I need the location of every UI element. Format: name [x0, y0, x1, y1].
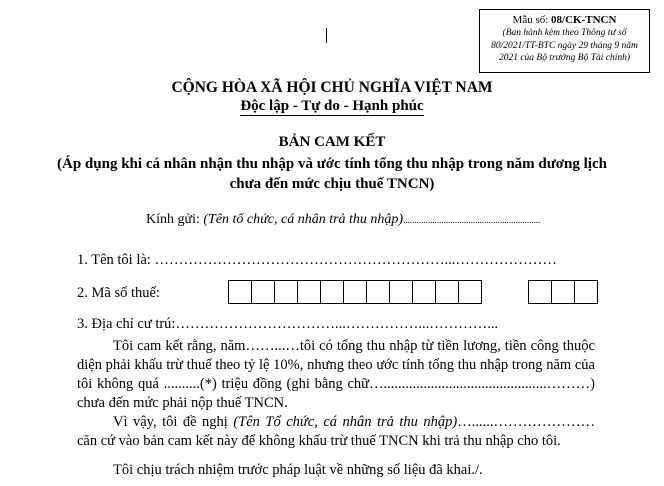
greeting: [146, 212, 540, 228]
tax-code-digit-box[interactable]: [251, 280, 275, 304]
greeting-dots: .............................................................: [403, 215, 541, 225]
tax-code-digit-box[interactable]: [389, 280, 413, 304]
tax-code-digit-box[interactable]: [297, 280, 321, 304]
greeting-recipient: (Tên tổ chức, cá nhân trả thu nhập): [203, 212, 404, 227]
document-subtitle-text: (Áp dụng khi cá nhân nhận thu nhập và ước tính tổng thu nhập trong năm dương lịch chưa đến mức chịu thuế TNCN): [57, 156, 607, 192]
tax-code-digit-box[interactable]: [274, 280, 298, 304]
form-code-label: Mẫu số:: [512, 14, 552, 26]
address-field[interactable]: 3. Địa chỉ cư trú:……………………………...……………...…………...: [77, 316, 499, 332]
form-code-box: [479, 9, 650, 73]
request-payer: (Tên Tổ chức, cá nhân trả thu nhập): [233, 414, 458, 430]
form-code: [483, 13, 646, 27]
tax-code-digit-box[interactable]: [435, 280, 459, 304]
tax-code-boxes-suffix[interactable]: [529, 280, 598, 304]
document-title: BẢN CAM KẾT: [278, 134, 386, 150]
tax-code-label: 2. Mã số thuế:: [77, 285, 160, 301]
tax-code-digit-box[interactable]: [458, 280, 482, 304]
greeting-label: Kính gửi:: [146, 212, 204, 227]
tax-code-digit-box[interactable]: [228, 280, 252, 304]
request-text-a: Vì vậy, tôi đề nghị: [113, 414, 234, 430]
tax-code-digit-box[interactable]: [412, 280, 436, 304]
issued-note: (Ban hành kèm theo Thông tư số 80/2021/TT-BTC ngày 29 tháng 9 năm 2021 của Bộ trưởng Bộ Tài chính): [491, 28, 638, 63]
motto-text: Độc lập - Tự do - Hạnh phúc: [240, 98, 424, 114]
name-field[interactable]: 1. Tên tôi là: ……………………………………………………...…………………: [77, 252, 557, 268]
tax-code-digit-box[interactable]: [343, 280, 367, 304]
nation-title: CỘNG HÒA XÃ HỘI CHỦ NGHĨA VIỆT NAM: [171, 79, 493, 96]
motto: [0, 98, 664, 115]
document-subtitle: [0, 154, 664, 194]
tax-code-suffix-box[interactable]: [551, 280, 575, 304]
tax-code-digit-box[interactable]: [366, 280, 390, 304]
form-code-value: 08/CK-TNCN: [551, 14, 617, 26]
tax-code-suffix-box[interactable]: [528, 280, 552, 304]
responsibility-statement: Tôi chịu trách nhiệm trước pháp luật về những số liệu đã khai./.: [113, 462, 483, 478]
request-paragraph: [77, 413, 595, 451]
text-cursor: [326, 28, 327, 43]
tax-code-boxes-main[interactable]: [229, 280, 482, 304]
commitment-body: [77, 337, 595, 451]
request-text-c: …......………………… căn cứ vào bản cam kết này để không khấu trừ thuế TNCN khi trả thu nhập cho tôi.: [77, 414, 595, 449]
tax-code-suffix-box[interactable]: [574, 280, 598, 304]
commitment-paragraph: Tôi cam kết rằng, năm……...…tôi có tổng thu nhập từ tiền lương, tiền công thuộc diện phải khấu trừ thuế theo tỷ lệ 10%, nhưng theo ước tính tổng thu nhập trong năm của tôi không quá ..........(*) triệu đồng (ghi bằng chữ….............................................………) chưa đến mức phải nộp thuế TNCN.: [77, 338, 595, 411]
tax-code-digit-box[interactable]: [320, 280, 344, 304]
